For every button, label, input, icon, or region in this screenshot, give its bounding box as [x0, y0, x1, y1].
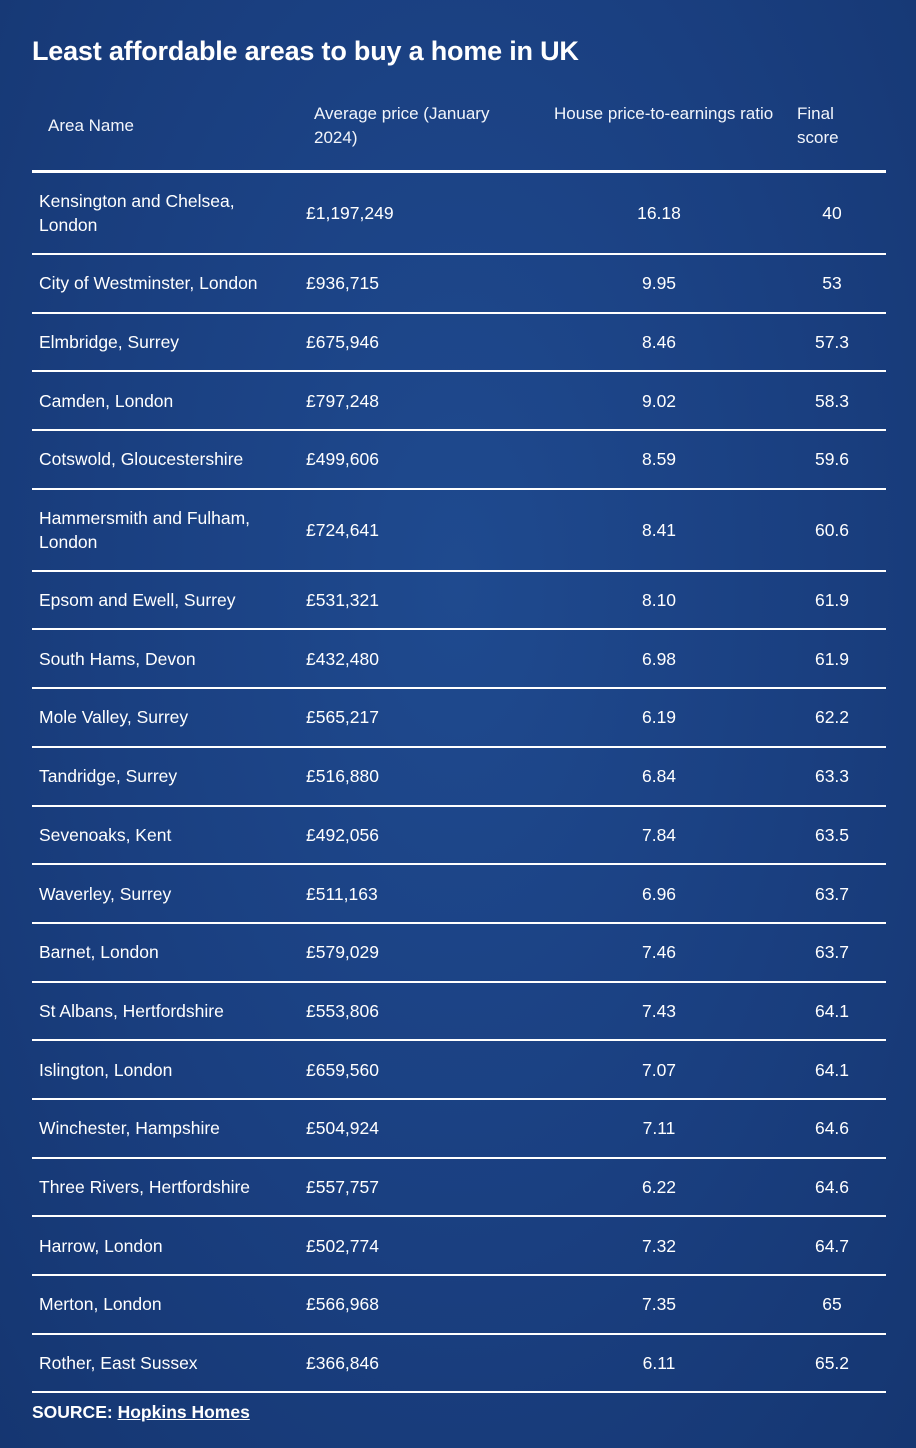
- affordability-table: [32, 92, 886, 1393]
- table-row: [32, 1100, 886, 1159]
- table-row: [32, 924, 886, 983]
- cell-price-earnings-ratio: 6.22: [641, 1176, 677, 1197]
- cell-price-earnings-ratio: 7.07: [641, 1059, 677, 1080]
- cell-price-earnings-ratio: 6.84: [641, 766, 677, 787]
- cell-average-price: £432,480: [306, 648, 379, 669]
- cell-price-earnings-ratio: 6.19: [641, 707, 677, 728]
- cell-final-score: 57.3: [814, 332, 850, 353]
- table-row: [32, 689, 886, 748]
- cell-final-score: 64.6: [814, 1176, 850, 1197]
- table-row: [32, 865, 886, 924]
- cell-average-price: £492,056: [306, 824, 379, 845]
- cell-average-price: £516,880: [306, 766, 379, 787]
- column-header-price-earnings-ratio: House price-to-earnings ratio: [554, 104, 774, 123]
- cell-price-earnings-ratio: 6.11: [642, 1353, 676, 1374]
- cell-area-name: Islington, London: [39, 1059, 173, 1080]
- cell-price-earnings-ratio: 7.11: [642, 1118, 676, 1139]
- cell-price-earnings-ratio: 9.95: [641, 273, 677, 294]
- cell-area-name: Epsom and Ewell, Surrey: [39, 590, 236, 611]
- cell-area-name: Elmbridge, Surrey: [39, 332, 180, 353]
- cell-price-earnings-ratio: 7.46: [641, 942, 677, 963]
- table-body: [32, 173, 886, 1393]
- column-header-average-price: Average price (January 2024): [314, 104, 490, 147]
- cell-final-score: 61.9: [814, 648, 850, 669]
- table-row: [32, 490, 886, 572]
- cell-area-name: Hammersmith and Fulham, London: [39, 507, 251, 552]
- cell-area-name: Camden, London: [39, 390, 174, 411]
- page-title: Least affordable areas to buy a home in UK: [32, 36, 579, 66]
- table-row: [32, 572, 886, 631]
- cell-area-name: Barnet, London: [39, 942, 159, 963]
- cell-final-score: 63.7: [814, 883, 850, 904]
- cell-price-earnings-ratio: 6.98: [641, 648, 677, 669]
- cell-price-earnings-ratio: 8.10: [641, 590, 677, 611]
- cell-final-score: 63.7: [814, 942, 850, 963]
- cell-area-name: Winchester, Hampshire: [39, 1118, 220, 1139]
- cell-final-score: 63.5: [814, 824, 850, 845]
- table-row: [32, 807, 886, 866]
- cell-area-name: St Albans, Hertfordshire: [39, 1000, 224, 1021]
- cell-final-score: 64.7: [814, 1235, 850, 1256]
- column-header-final-score: Final score: [797, 104, 839, 147]
- table-row: [32, 255, 886, 314]
- table-row: [32, 1335, 886, 1394]
- table-row: [32, 1159, 886, 1218]
- cell-final-score: 65.2: [814, 1353, 850, 1374]
- cell-average-price: £579,029: [306, 942, 379, 963]
- cell-final-score: 64.6: [814, 1118, 850, 1139]
- cell-area-name: Kensington and Chelsea, London: [39, 191, 235, 235]
- cell-area-name: Rother, East Sussex: [39, 1353, 198, 1374]
- cell-final-score: 62.2: [814, 707, 850, 728]
- cell-area-name: Mole Valley, Surrey: [39, 707, 189, 728]
- table-row: [32, 1276, 886, 1335]
- cell-area-name: Sevenoaks, Kent: [39, 824, 172, 845]
- cell-area-name: Waverley, Surrey: [39, 883, 172, 904]
- cell-final-score: 58.3: [814, 390, 850, 411]
- cell-price-earnings-ratio: 7.84: [641, 824, 677, 845]
- cell-area-name: South Hams, Devon: [39, 648, 196, 669]
- source-note: [32, 1402, 250, 1423]
- cell-average-price: £797,248: [306, 390, 379, 411]
- table-row: [32, 431, 886, 490]
- cell-price-earnings-ratio: 8.59: [641, 449, 677, 470]
- cell-average-price: £504,924: [306, 1118, 379, 1139]
- cell-price-earnings-ratio: 8.46: [641, 332, 677, 353]
- cell-price-earnings-ratio: 8.41: [641, 519, 677, 540]
- table-row: [32, 630, 886, 689]
- table-row: [32, 1041, 886, 1100]
- cell-price-earnings-ratio: 7.35: [641, 1294, 677, 1315]
- cell-price-earnings-ratio: 7.32: [641, 1235, 677, 1256]
- cell-average-price: £565,217: [306, 707, 379, 728]
- cell-area-name: Tandridge, Surrey: [39, 766, 178, 787]
- cell-area-name: City of Westminster, London: [39, 273, 258, 294]
- cell-average-price: £511,163: [306, 883, 378, 904]
- cell-final-score: 65: [822, 1294, 842, 1315]
- cell-price-earnings-ratio: 7.43: [641, 1000, 677, 1021]
- table-row: [32, 314, 886, 373]
- cell-average-price: £659,560: [306, 1059, 379, 1080]
- cell-average-price: £499,606: [306, 449, 379, 470]
- table-row: [32, 983, 886, 1042]
- source-link[interactable]: Hopkins Homes: [117, 1402, 250, 1422]
- cell-final-score: 53: [822, 273, 842, 294]
- cell-area-name: Harrow, London: [39, 1235, 163, 1256]
- cell-final-score: 64.1: [814, 1000, 850, 1021]
- cell-average-price: £675,946: [306, 332, 379, 353]
- cell-area-name: Cotswold, Gloucestershire: [39, 449, 244, 470]
- table-row: [32, 748, 886, 807]
- cell-final-score: 60.6: [814, 519, 850, 540]
- cell-final-score: 40: [822, 203, 842, 223]
- column-header-area-name: Area Name: [48, 116, 134, 135]
- table-row: [32, 1217, 886, 1276]
- cell-average-price: £366,846: [306, 1353, 379, 1374]
- source-label: SOURCE:: [32, 1402, 113, 1422]
- table-row: [32, 173, 886, 255]
- cell-average-price: £1,197,249: [306, 203, 394, 223]
- cell-average-price: £557,757: [306, 1176, 379, 1197]
- cell-price-earnings-ratio: 6.96: [641, 883, 677, 904]
- table-header: [32, 92, 886, 173]
- cell-final-score: 63.3: [814, 766, 850, 787]
- cell-area-name: Merton, London: [39, 1294, 162, 1315]
- table-row: [32, 372, 886, 431]
- cell-final-score: 64.1: [814, 1059, 850, 1080]
- cell-final-score: 61.9: [814, 590, 850, 611]
- cell-average-price: £724,641: [306, 519, 379, 540]
- cell-average-price: £502,774: [306, 1235, 379, 1256]
- cell-average-price: £566,968: [306, 1294, 379, 1315]
- cell-average-price: £936,715: [306, 273, 379, 294]
- cell-final-score: 59.6: [814, 449, 850, 470]
- cell-average-price: £531,321: [306, 590, 379, 611]
- cell-price-earnings-ratio: 16.18: [637, 203, 681, 223]
- cell-area-name: Three Rivers, Hertfordshire: [39, 1176, 251, 1197]
- cell-average-price: £553,806: [306, 1000, 379, 1021]
- cell-price-earnings-ratio: 9.02: [641, 390, 677, 411]
